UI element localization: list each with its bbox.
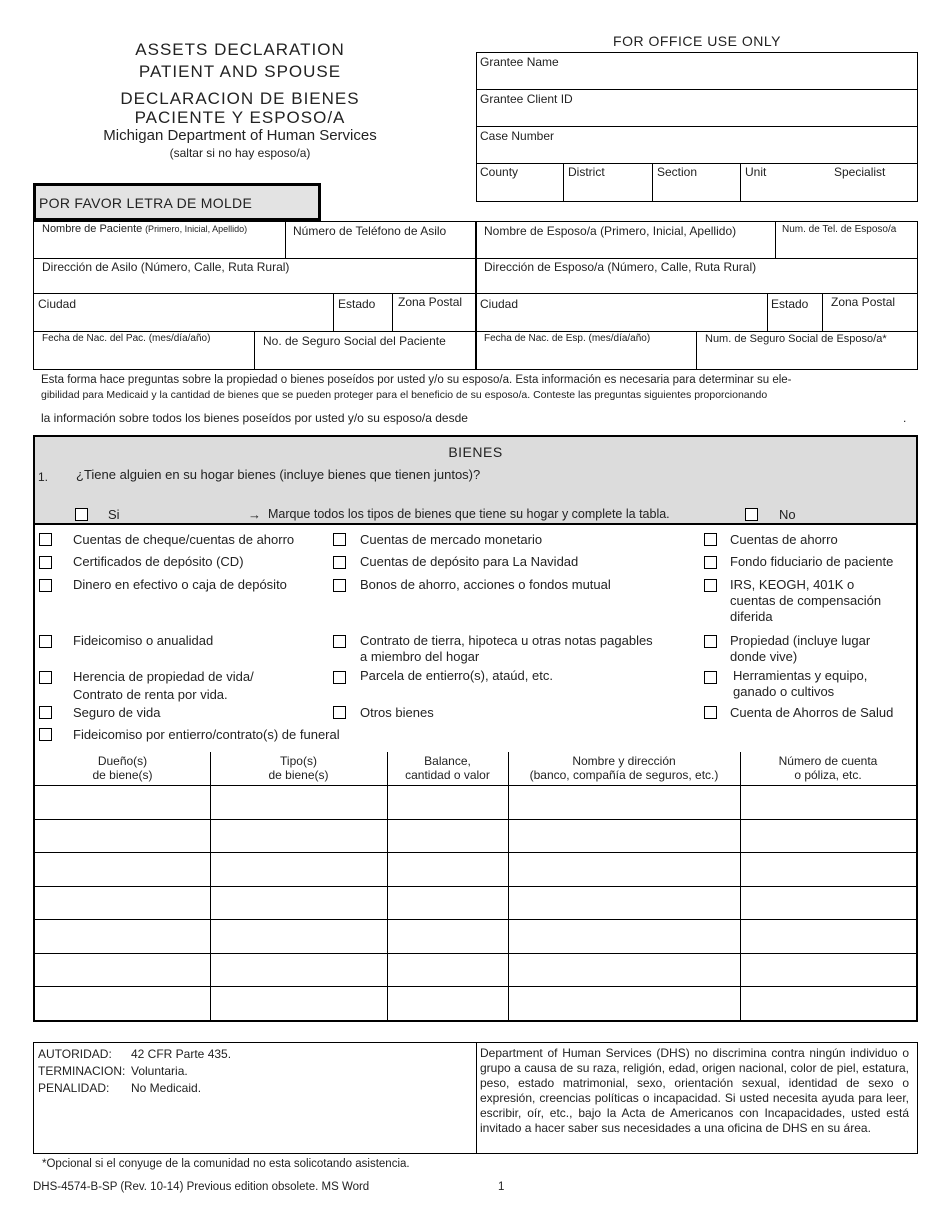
spouse-dob-field[interactable]: Fecha de Nac. de Esp. (mes/día/año) [484, 333, 651, 344]
completion-label: TERMINACION: [38, 1064, 126, 1078]
asset-checkbox-other[interactable] [333, 706, 346, 719]
department-name: Michigan Department of Human Services [103, 127, 377, 144]
col-header-name-address: Nombre y dirección (banco, compañía de seguros, etc.) [529, 754, 719, 782]
patient-phone-field[interactable]: Número de Teléfono de Asilo [293, 224, 447, 238]
county-field[interactable]: County [480, 165, 519, 179]
asset-label-christmas: Cuentas de depósito para La Navidad [360, 554, 579, 569]
assets-heading: BIENES [448, 444, 503, 460]
footnote: *Opcional si el conyuge de la comunidad no esta solicotando asistencia. [42, 1158, 410, 1170]
asset-checkbox-life-estate[interactable] [39, 671, 52, 684]
yes-label: Si [108, 507, 120, 522]
skip-note: (saltar si no hay esposo/a) [169, 146, 311, 160]
intro-line-3: la información sobre todos los bienes poseídos por usted y/o su esposo/a desde [41, 411, 468, 425]
asset-checkbox-burial-plot[interactable] [333, 671, 346, 684]
spouse-name-field[interactable]: Nombre de Esposo/a (Primero, Inicial, Apellido) [484, 224, 737, 238]
title-es-1: DECLARACION DE BIENES [120, 89, 360, 108]
table-row[interactable] [35, 853, 916, 886]
authority-label: AUTORIDAD: [38, 1047, 112, 1061]
asset-label-cash: Dinero en efectivo o caja de depósito [73, 577, 287, 592]
arrow-icon: → [248, 507, 261, 522]
intro-line-2: gibilidad para Medicaid y la cantidad de bienes que se pueden proteger para el beneficio de su esposo/a. Conteste las preguntas siguientes proporcionando [41, 389, 768, 401]
table-row[interactable] [35, 920, 916, 953]
spouse-address-field[interactable]: Dirección de Esposo/a (Número, Calle, Ruta Rural) [484, 260, 757, 274]
asset-checkbox-life-insurance[interactable] [39, 706, 52, 719]
asset-checkbox-ira[interactable] [704, 579, 717, 592]
asset-label-life-insurance: Seguro de vida [73, 705, 161, 720]
office-use-heading: FOR OFFICE USE ONLY [613, 33, 781, 49]
spouse-state-field[interactable]: Estado [771, 297, 809, 311]
yes-checkbox[interactable] [75, 508, 88, 521]
patient-name-field[interactable]: Nombre de Paciente (Primero, Inicial, Apellido) [42, 223, 248, 235]
intro-period: . [903, 411, 907, 425]
table-row[interactable] [35, 820, 916, 852]
asset-label-trust: Fideicomiso o anualidad [73, 633, 214, 648]
asset-label-checking: Cuentas de cheque/cuentas de ahorro [73, 532, 295, 547]
asset-label-funeral: Fideicomiso por entierro/contrato(s) de funeral [73, 727, 340, 742]
spouse-ssn-field[interactable]: Num. de Seguro Social de Esposo/a* [705, 333, 887, 345]
penalty-value: No Medicaid. [131, 1081, 202, 1095]
col-header-owner: Dueño(s) de biene(s) [92, 754, 153, 782]
authority-value: 42 CFR Parte 435. [131, 1047, 232, 1061]
print-notice-box [33, 183, 321, 221]
title-es-2: PACIENTE Y ESPOSO/A [134, 108, 346, 127]
specialist-field[interactable]: Specialist [834, 165, 886, 179]
asset-label-money-market: Cuentas de mercado monetario [360, 532, 543, 547]
col-header-balance: Balance, cantidad o valor [405, 754, 490, 782]
no-checkbox[interactable] [745, 508, 758, 521]
assets-table [35, 752, 916, 1020]
grantee-name-field[interactable]: Grantee Name [480, 55, 559, 69]
asset-checkbox-property[interactable] [704, 635, 717, 648]
unit-field[interactable]: Unit [745, 165, 767, 179]
asset-label-hsa: Cuenta de Ahorros de Salud [730, 705, 894, 720]
table-row[interactable] [35, 987, 916, 1020]
table-row[interactable] [35, 954, 916, 986]
title-en-1: ASSETS DECLARATION [135, 40, 345, 59]
case-number-field[interactable]: Case Number [480, 129, 555, 143]
asset-checkbox-cd[interactable] [39, 556, 52, 569]
patient-state-field[interactable]: Estado [338, 297, 376, 311]
asset-label-cd: Certificados de depósito (CD) [73, 554, 244, 569]
assets-instruction: Marque todos los tipos de bienes que tiene su hogar y complete la tabla. [268, 507, 670, 521]
patient-zip-field[interactable]: Zona Postal [398, 295, 463, 309]
spouse-zip-field[interactable]: Zona Postal [831, 295, 896, 309]
title-en-2: PATIENT AND SPOUSE [138, 62, 342, 81]
completion-value: Voluntaria. [131, 1064, 188, 1078]
asset-checkbox-savings[interactable] [704, 533, 717, 546]
page-number: 1 [498, 1181, 505, 1193]
asset-checkbox-money-market[interactable] [333, 533, 346, 546]
asset-checkbox-bonds[interactable] [333, 579, 346, 592]
asset-checkbox-trust[interactable] [39, 635, 52, 648]
asset-label-patient-trust: Fondo fiduciario de paciente [730, 554, 894, 569]
col-header-account: Número de cuenta o póliza, etc. [778, 754, 878, 782]
spouse-phone-field[interactable]: Num. de Tel. de Esposo/a [782, 224, 897, 235]
asset-label-ira-3: diferida [730, 609, 773, 624]
table-row[interactable] [35, 786, 916, 819]
asset-checkbox-checking[interactable] [39, 533, 52, 546]
asset-label-land-contract-1: Contrato de tierra, hipoteca u otras notas pagables [360, 633, 653, 648]
district-field[interactable]: District [568, 165, 605, 179]
asset-label-property-2: donde vive) [730, 649, 798, 664]
asset-checkbox-christmas[interactable] [333, 556, 346, 569]
asset-label-tools-1: Herramientas y equipo, [733, 668, 868, 683]
patient-dob-field[interactable]: Fecha de Nac. del Pac. (mes/día/año) [42, 333, 211, 344]
patient-ssn-field[interactable]: No. de Seguro Social del Paciente [263, 334, 446, 348]
asset-label-bonds: Bonos de ahorro, acciones o fondos mutual [360, 577, 611, 592]
asset-label-burial-plot: Parcela de entierro(s), ataúd, etc. [360, 668, 553, 683]
spouse-city-field[interactable]: Ciudad [480, 297, 519, 311]
asset-label-ira-1: IRS, KEOGH, 401K o [730, 577, 855, 592]
grantee-client-id-field[interactable]: Grantee Client ID [480, 92, 573, 106]
asset-checkbox-tools[interactable] [704, 671, 717, 684]
asset-checkbox-cash[interactable] [39, 579, 52, 592]
asset-label-life-estate-1: Herencia de propiedad de vida/ [73, 669, 254, 684]
asset-label-property-1: Propiedad (incluye lugar [730, 633, 871, 648]
office-use-box [476, 52, 918, 202]
question-number: 1. [38, 470, 49, 484]
asset-label-other: Otros bienes [360, 705, 434, 720]
asset-label-life-estate-2: Contrato de renta por vida. [73, 687, 228, 702]
nondiscrimination-notice: Department of Human Services (DHS) no discrimina contra ningún individuo o grupo a causa de su raza, religión, edad, origen nacional, color de piel, estatura, peso, estado matrimonial, sexo, orientación sexual, identidad de sexo o expresión, creencias políticas o incapacidad. Si usted necesita ayuda para leer, escribir, oír, etc., bajo la Acta de Americanos con Incapacidades, usted está invitado a hacer saber sus necesidades a una oficina de DHS en su área. [480, 1046, 909, 1135]
no-label: No [779, 507, 796, 522]
form-id: DHS-4574-B-SP (Rev. 10-14) Previous edition obsolete. MS Word [33, 1181, 370, 1193]
section-field[interactable]: Section [657, 165, 698, 179]
asset-checkbox-land-contract[interactable] [333, 635, 346, 648]
intro-line-1: Esta forma hace preguntas sobre la propiedad o bienes poseídos por usted y/o su esposo/a. Esta información es necesaria para determinar su ele- [41, 374, 792, 386]
asset-label-tools-2: ganado o cultivos [733, 684, 835, 699]
patient-address-field[interactable]: Dirección de Asilo (Número, Calle, Ruta Rural) [42, 260, 290, 274]
patient-city-field[interactable]: Ciudad [38, 297, 77, 311]
asset-label-savings: Cuentas de ahorro [730, 532, 838, 547]
asset-label-ira-2: cuentas de compensación [730, 593, 882, 608]
asset-checkbox-hsa[interactable] [704, 706, 717, 719]
assets-question: ¿Tiene alguien en su hogar bienes (incluye bienes que tienen juntos)? [76, 467, 481, 482]
asset-label-land-contract-2: a miembro del hogar [360, 649, 480, 664]
table-row[interactable] [35, 887, 916, 919]
penalty-label: PENALIDAD: [38, 1081, 110, 1095]
asset-checkbox-patient-trust[interactable] [704, 556, 717, 569]
asset-checkbox-funeral[interactable] [39, 728, 52, 741]
col-header-type: Tipo(s) de biene(s) [268, 754, 329, 782]
print-notice: POR FAVOR LETRA DE MOLDE [39, 195, 253, 211]
